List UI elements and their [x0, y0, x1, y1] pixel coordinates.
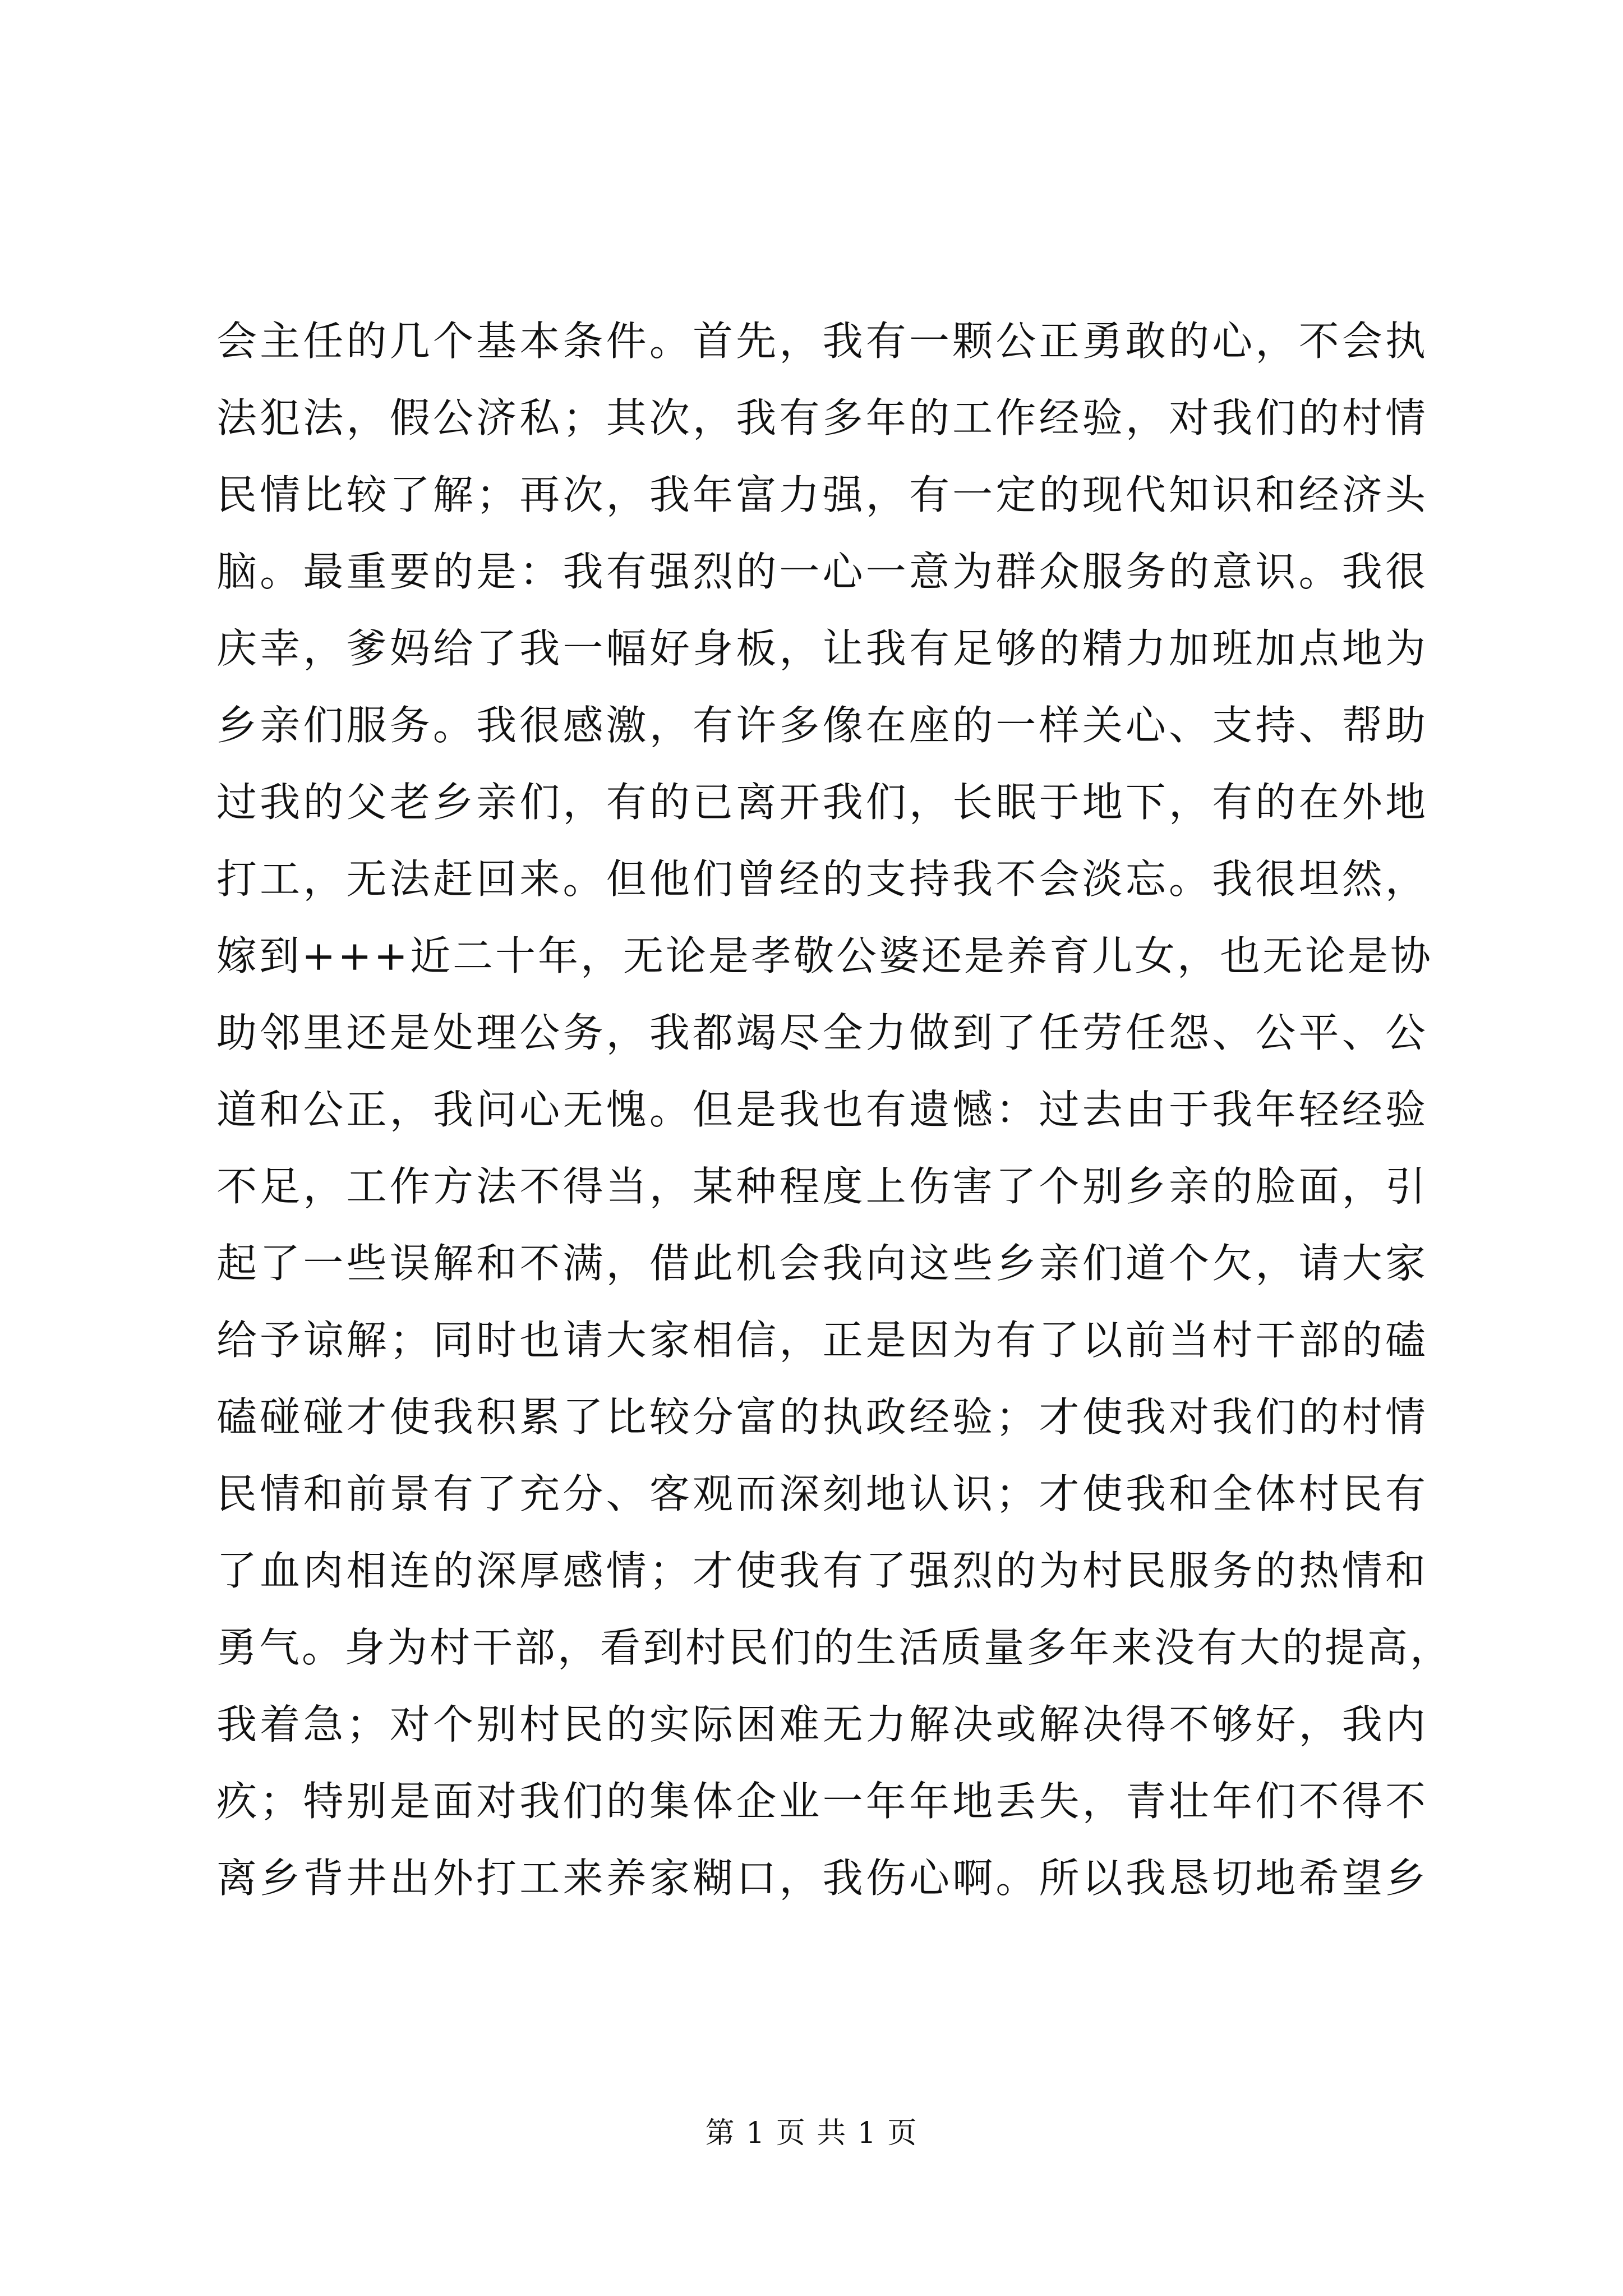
text-line: 助邻里还是处理公务，我都竭尽全力做到了任劳任怨、公平、公 — [216, 1009, 1428, 1056]
text-line: 疚；特别是面对我们的集体企业一年年地丢失，青壮年们不得不 — [216, 1778, 1428, 1825]
text-line: 勇气。身为村干部，看到村民们的生活质量多年来没有大的提高， — [216, 1624, 1453, 1671]
text-line: 乡亲们服务。我很感激，有许多像在座的一样关心、支持、帮助 — [216, 702, 1428, 749]
text-line: 会主任的几个基本条件。首先，我有一颗公正勇敢的心，不会执 — [216, 318, 1428, 365]
text-line: 嫁到+++近二十年，无论是孝敬公婆还是养育儿女，也无论是协 — [216, 932, 1433, 979]
text-line: 打工，无法赶回来。但他们曾经的支持我不会淡忘。我很坦然， — [216, 855, 1428, 903]
text-line: 民情和前景有了充分、客观而深刻地认识；才使我和全体村民有 — [216, 1470, 1428, 1517]
text-line: 起了一些误解和不满，借此机会我向这些乡亲们道个欠，请大家 — [216, 1240, 1428, 1287]
text-line: 了血肉相连的深厚感情；才使我有了强烈的为村民服务的热情和 — [216, 1547, 1428, 1594]
page-number: 第 1 页 共 1 页 — [705, 2116, 918, 2150]
text-line: 离乡背井出外打工来养家糊口，我伤心啊。所以我恳切地希望乡 — [216, 1855, 1428, 1902]
text-line: 不足，工作方法不得当，某种程度上伤害了个别乡亲的脸面，引 — [216, 1163, 1428, 1210]
text-line: 庆幸，爹妈给了我一幅好身板，让我有足够的精力加班加点地为 — [216, 625, 1428, 672]
text-line: 磕碰碰才使我积累了比较分富的执政经验；才使我对我们的村情 — [216, 1393, 1428, 1441]
text-line: 民情比较了解；再次，我年富力强，有一定的现代知识和经济头 — [216, 471, 1428, 518]
text-line: 给予谅解；同时也请大家相信，正是因为有了以前当村干部的磕 — [216, 1317, 1428, 1364]
text-line: 我着急；对个别村民的实际困难无力解决或解决得不够好，我内 — [216, 1701, 1428, 1748]
page-footer — [0, 2114, 1623, 2153]
text-line: 法犯法，假公济私；其次，我有多年的工作经验，对我们的村情 — [216, 394, 1428, 441]
text-line: 脑。最重要的是：我有强烈的一心一意为群众服务的意识。我很 — [216, 548, 1428, 595]
body-paragraph — [216, 303, 1453, 1917]
text-line: 道和公正，我问心无愧。但是我也有遗憾：过去由于我年轻经验 — [216, 1086, 1428, 1133]
text-line: 过我的父老乡亲们，有的已离开我们，长眠于地下，有的在外地 — [216, 779, 1428, 826]
